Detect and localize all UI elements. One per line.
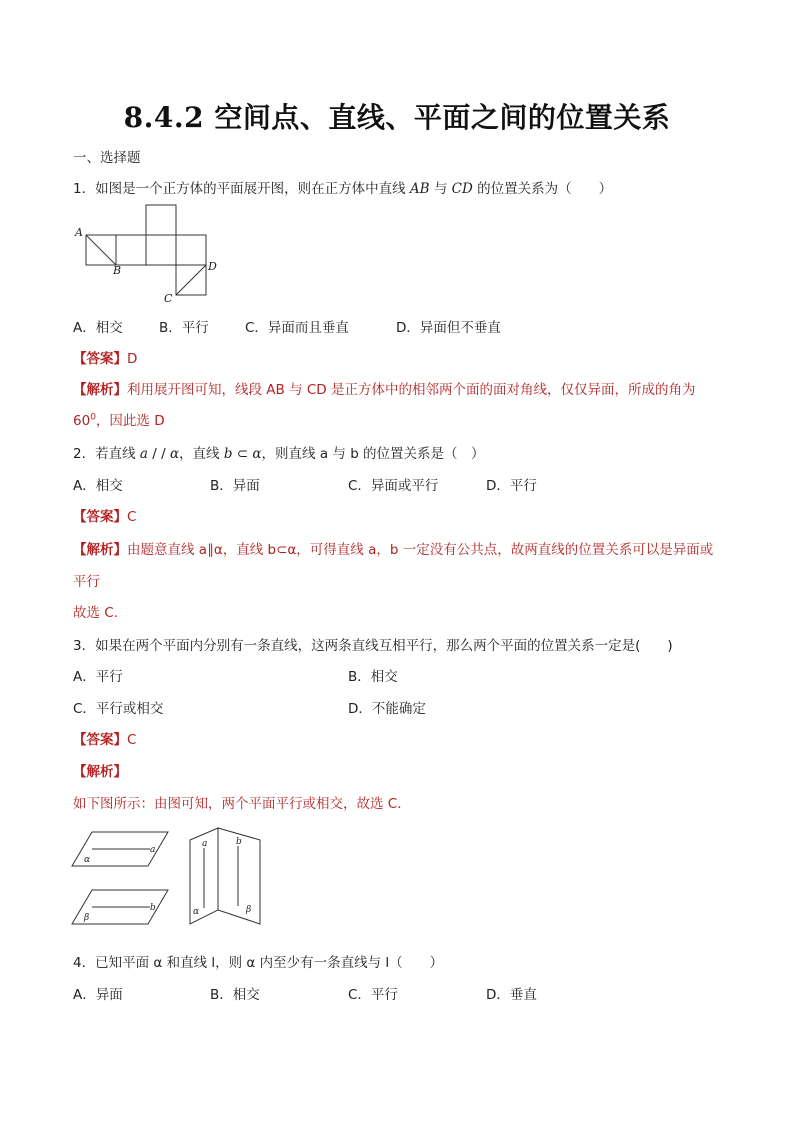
- label-d: D: [208, 260, 217, 273]
- label-alpha: α: [84, 855, 91, 865]
- q1-answer: [73, 347, 137, 367]
- analysis-label: 【解析】: [73, 764, 127, 780]
- q2-option-c: C．异面或平行: [348, 478, 439, 494]
- q2-stem-text: 2．若直线: [73, 446, 140, 462]
- label-b-vertical: b: [236, 837, 242, 847]
- q2-stem-text: ⊂: [232, 446, 253, 462]
- label-beta: β: [84, 913, 90, 923]
- q4-option-b: B．相交: [210, 987, 260, 1003]
- net-square: [176, 235, 206, 265]
- analysis-label: 【解析】: [73, 542, 127, 558]
- section-heading: 一、选择题: [73, 150, 141, 166]
- q2-answer: [73, 505, 136, 525]
- planes-figure: [70, 826, 270, 928]
- angle-value: 60: [73, 413, 91, 429]
- net-square: [146, 205, 176, 235]
- analysis-label: 【解析】: [73, 382, 127, 398]
- cube-net-figure: [72, 200, 222, 306]
- q1-stem: [73, 177, 612, 197]
- answer-value: D: [127, 351, 138, 367]
- answer-value: C: [127, 509, 137, 525]
- q1-stem-ab: AB: [409, 181, 430, 197]
- q4-option-d: D．垂直: [486, 987, 537, 1003]
- q4-option-a: A．异面: [73, 987, 123, 1003]
- q2-analysis-cont: 平行: [73, 574, 100, 590]
- q3-stem: 3．如果在两个平面内分别有一条直线，这两条直线互相平行，那么两个平面的位置关系一定是( ): [73, 638, 673, 654]
- q3-option-d: D．不能确定: [348, 701, 426, 717]
- answer-label: 【答案】: [73, 732, 127, 748]
- q2-stem-text: ，则直线 a 与 b 的位置关系是（ ）: [261, 446, 485, 462]
- label-a: A: [75, 226, 83, 239]
- q2-stem-text: ，直线: [179, 446, 224, 462]
- q2-option-d: D．平行: [486, 478, 537, 494]
- q3-option-b: B．相交: [348, 669, 398, 685]
- q2-stem-a: a: [139, 446, 148, 462]
- q2-analysis: [73, 538, 713, 558]
- q4-option-c: C．平行: [348, 987, 398, 1003]
- q2-option-a: A．相交: [73, 478, 123, 494]
- label-b: b: [150, 903, 156, 913]
- q3-analysis-label: [73, 760, 127, 780]
- label-b: B: [113, 264, 122, 277]
- q4-stem: 4．已知平面 α 和直线 l，则 α 内至少有一条直线与 l（ ）: [73, 955, 444, 971]
- degree-mark: 0: [90, 412, 96, 423]
- q1-stem-text: 的位置关系为（ ）: [472, 181, 613, 197]
- q2-stem-alpha: α: [252, 446, 262, 462]
- label-a-vertical: a: [202, 839, 208, 849]
- label-a: a: [150, 845, 156, 855]
- q1-stem-cd: CD: [451, 181, 473, 197]
- q1-option-b: B．平行: [159, 320, 209, 336]
- net-square: [146, 235, 176, 265]
- q1-option-a: A．相交: [73, 320, 123, 336]
- q1-analysis-cont: [73, 409, 165, 429]
- q1-stem-text: 1．如图是一个正方体的平面展开图，则在正方体中直线: [73, 181, 410, 197]
- q1-option-c: C．异面而且垂直: [245, 320, 349, 336]
- analysis-text: 利用展开图可知，线段 AB 与 CD 是正方体中的相邻两个面的面对角线，仅仅异面，所成的角为: [127, 382, 696, 398]
- q3-answer: [73, 728, 136, 748]
- diagonal-ab: [86, 235, 116, 265]
- q3-option-a: A．平行: [73, 669, 123, 685]
- q1-analysis: [73, 378, 695, 398]
- label-beta-vertical: β: [246, 905, 252, 915]
- net-square: [116, 235, 146, 265]
- answer-value: C: [127, 732, 137, 748]
- analysis-text: 由题意直线 a∥α，直线 b⊂α，可得直线 a，b 一定没有公共点，故两直线的位置关系可以是异面或: [127, 542, 714, 558]
- q2-stem: [73, 442, 485, 462]
- label-c: C: [164, 292, 173, 305]
- q2-stem-alpha: α: [169, 446, 180, 462]
- answer-label: 【答案】: [73, 351, 127, 367]
- q1-option-d: D．异面但不垂直: [396, 320, 501, 336]
- answer-label: 【答案】: [73, 509, 127, 525]
- analysis-text: ，因此选 D: [95, 413, 165, 429]
- diagonal-cd: [176, 265, 206, 295]
- q3-analysis: 如下图所示：由图可知，两个平面平行或相交，故选 C．: [73, 796, 411, 812]
- q3-option-c: C．平行或相交: [73, 701, 164, 717]
- q1-stem-text: 与: [429, 181, 452, 197]
- q2-stem-b: b: [223, 446, 233, 462]
- page-title: 8.4.2 空间点、直线、平面之间的位置关系: [123, 101, 671, 134]
- q2-analysis-conclusion: 故选 C.: [73, 605, 119, 621]
- q2-option-b: B．异面: [210, 478, 260, 494]
- q2-stem-text: / /: [147, 446, 170, 462]
- label-alpha-vertical: α: [193, 907, 200, 917]
